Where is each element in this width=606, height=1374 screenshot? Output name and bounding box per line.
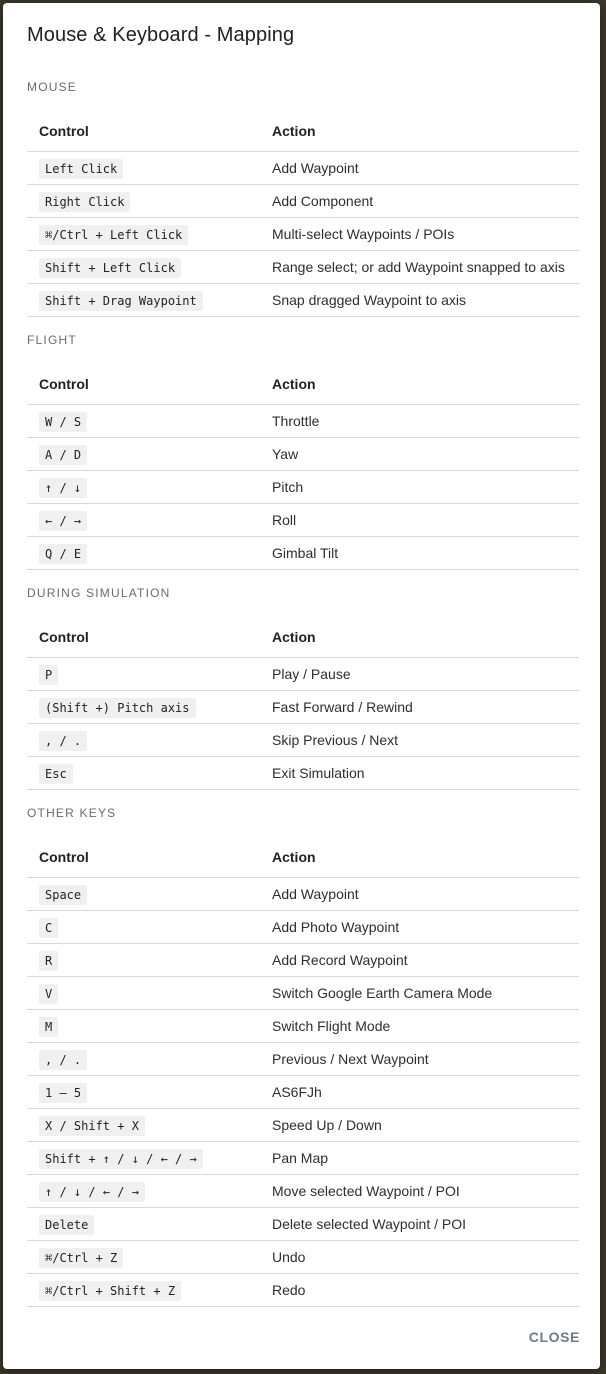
section-other-keys <box>27 806 579 1307</box>
control-cell <box>27 911 260 944</box>
table-row <box>27 438 579 471</box>
control-cell <box>27 691 260 724</box>
action-cell: Add Photo Waypoint <box>260 911 579 944</box>
table-row <box>27 911 579 944</box>
control-cell <box>27 504 260 537</box>
action-cell: Multi-select Waypoints / POIs <box>260 218 579 251</box>
key-combo: ← / → <box>39 511 87 531</box>
table-row <box>27 471 579 504</box>
action-cell: Range select; or add Waypoint snapped to axis <box>260 251 579 284</box>
key-combo: Space <box>39 885 87 905</box>
key-combo: Q / E <box>39 544 87 564</box>
key-combo: ↑ / ↓ / ← / → <box>39 1182 145 1202</box>
table-row <box>27 504 579 537</box>
table-row <box>27 1208 579 1241</box>
action-cell: Add Record Waypoint <box>260 944 579 977</box>
key-combo: W / S <box>39 412 87 432</box>
mapping-table <box>27 617 579 790</box>
action-cell: Skip Previous / Next <box>260 724 579 757</box>
section-title: MOUSE <box>27 80 78 94</box>
action-cell: Switch Google Earth Camera Mode <box>260 977 579 1010</box>
key-combo: M <box>39 1017 58 1037</box>
control-cell <box>27 878 260 911</box>
control-cell <box>27 471 260 504</box>
section-flight <box>27 333 579 570</box>
action-cell: Add Component <box>260 185 579 218</box>
close-button[interactable]: CLOSE <box>529 1325 580 1349</box>
mapping-table <box>27 111 579 317</box>
control-cell <box>27 1274 260 1307</box>
control-cell <box>27 1043 260 1076</box>
action-cell: Fast Forward / Rewind <box>260 691 579 724</box>
table-row <box>27 284 579 317</box>
key-combo: ⌘/Ctrl + Shift + Z <box>39 1281 181 1301</box>
table-row <box>27 1109 579 1142</box>
key-combo: A / D <box>39 445 87 465</box>
key-combo: , / . <box>39 731 87 751</box>
key-combo: C <box>39 918 58 938</box>
section-during-simulation <box>27 586 579 790</box>
action-cell: Exit Simulation <box>260 757 579 790</box>
control-cell <box>27 218 260 251</box>
table-header-row <box>27 837 579 878</box>
control-cell <box>27 977 260 1010</box>
table-header-row <box>27 364 579 405</box>
action-cell: Speed Up / Down <box>260 1109 579 1142</box>
action-cell: Throttle <box>260 405 579 438</box>
mapping-table <box>27 837 579 1307</box>
control-cell <box>27 658 260 691</box>
action-cell: Redo <box>260 1274 579 1307</box>
table-row <box>27 977 579 1010</box>
action-cell: Delete selected Waypoint / POI <box>260 1208 579 1241</box>
control-cell <box>27 284 260 317</box>
control-cell <box>27 1076 260 1109</box>
control-cell <box>27 185 260 218</box>
key-combo: 1 – 5 <box>39 1083 87 1103</box>
control-cell <box>27 152 260 185</box>
table-row <box>27 251 579 284</box>
action-cell: Gimbal Tilt <box>260 537 579 570</box>
key-combo: ⌘/Ctrl + Z <box>39 1248 123 1268</box>
table-row <box>27 691 579 724</box>
control-cell <box>27 537 260 570</box>
table-row <box>27 1274 579 1307</box>
action-cell: Add Waypoint <box>260 878 579 911</box>
mapping-table <box>27 364 579 570</box>
key-combo: Shift + Left Click <box>39 258 181 278</box>
table-row <box>27 944 579 977</box>
column-header-action: Action <box>260 111 579 152</box>
table-row <box>27 218 579 251</box>
control-cell <box>27 1175 260 1208</box>
control-cell <box>27 944 260 977</box>
section-title: OTHER KEYS <box>27 806 117 820</box>
action-cell: Roll <box>260 504 579 537</box>
action-cell: Pitch <box>260 471 579 504</box>
key-combo: Esc <box>39 764 73 784</box>
control-cell <box>27 757 260 790</box>
key-combo: (Shift +) Pitch axis <box>39 698 196 718</box>
control-cell <box>27 724 260 757</box>
table-row <box>27 1142 579 1175</box>
control-cell <box>27 251 260 284</box>
keyboard-mapping-dialog <box>3 3 600 1369</box>
action-cell: Pan Map <box>260 1142 579 1175</box>
key-combo: ⌘/Ctrl + Left Click <box>39 225 188 245</box>
action-cell: Snap dragged Waypoint to axis <box>260 284 579 317</box>
column-header-action: Action <box>260 837 579 878</box>
column-header-control: Control <box>27 111 260 152</box>
section-title: DURING SIMULATION <box>27 586 171 600</box>
key-combo: X / Shift + X <box>39 1116 145 1136</box>
section-title: FLIGHT <box>27 333 77 347</box>
key-combo: , / . <box>39 1050 87 1070</box>
key-combo: P <box>39 665 58 685</box>
control-cell <box>27 1208 260 1241</box>
column-header-control: Control <box>27 617 260 658</box>
table-row <box>27 537 579 570</box>
column-header-action: Action <box>260 364 579 405</box>
table-row <box>27 1076 579 1109</box>
table-header-row <box>27 111 579 152</box>
control-cell <box>27 1241 260 1274</box>
table-row <box>27 757 579 790</box>
key-combo: R <box>39 951 58 971</box>
key-combo: Shift + ↑ / ↓ / ← / → <box>39 1149 203 1169</box>
action-cell: Switch Flight Mode <box>260 1010 579 1043</box>
control-cell <box>27 405 260 438</box>
table-row <box>27 1010 579 1043</box>
key-combo: Shift + Drag Waypoint <box>39 291 203 311</box>
table-row <box>27 1241 579 1274</box>
table-row <box>27 724 579 757</box>
action-cell: Previous / Next Waypoint <box>260 1043 579 1076</box>
key-combo: ↑ / ↓ <box>39 478 87 498</box>
control-cell <box>27 1109 260 1142</box>
action-cell: Move selected Waypoint / POI <box>260 1175 579 1208</box>
control-cell <box>27 1142 260 1175</box>
table-row <box>27 878 579 911</box>
action-cell: Yaw <box>260 438 579 471</box>
column-header-action: Action <box>260 617 579 658</box>
dialog-title: Mouse & Keyboard - Mapping <box>27 24 295 46</box>
key-combo: V <box>39 984 58 1004</box>
table-row <box>27 405 579 438</box>
control-cell <box>27 438 260 471</box>
table-row <box>27 1043 579 1076</box>
column-header-control: Control <box>27 837 260 878</box>
table-row <box>27 185 579 218</box>
table-header-row <box>27 617 579 658</box>
action-cell: Undo <box>260 1241 579 1274</box>
table-row <box>27 658 579 691</box>
key-combo: Delete <box>39 1215 94 1235</box>
action-cell: AS6FJh <box>260 1076 579 1109</box>
action-cell: Play / Pause <box>260 658 579 691</box>
table-row <box>27 152 579 185</box>
column-header-control: Control <box>27 364 260 405</box>
control-cell <box>27 1010 260 1043</box>
table-row <box>27 1175 579 1208</box>
action-cell: Add Waypoint <box>260 152 579 185</box>
key-combo: Right Click <box>39 192 130 212</box>
section-mouse <box>27 80 579 317</box>
key-combo: Left Click <box>39 159 123 179</box>
